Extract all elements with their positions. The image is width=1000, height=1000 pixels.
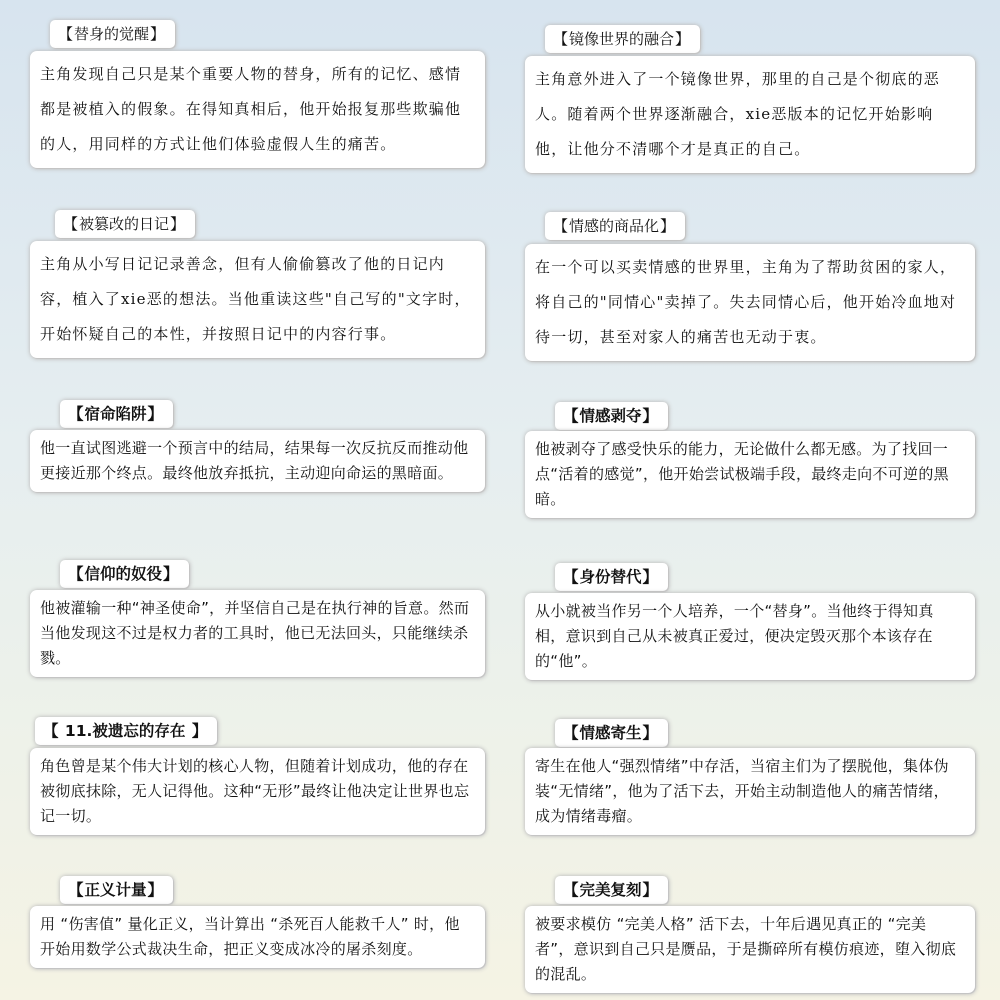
card-title: 【 身份替代 】 <box>555 563 668 591</box>
card-text: 主角从小写日记记录善念，但有人偷偷篡改了他的日记内容，植入了xie恶的想法。当他重读这些"自己写的"文字时，开始怀疑自己的本性，并按照日记中的内容行事。 <box>30 241 485 358</box>
card-title: 【 镜像世界的融合 】 <box>545 25 700 53</box>
card-text: 寄生在他人“强烈情绪”中存活，当宿主们为了摆脱他，集体伪装“无情绪”，他为了活下去，开始主动制造他人的痛苦情绪，成为情绪毒瘤。 <box>525 748 975 835</box>
card-text: 他一直试图逃避一个预言中的结局，结果每一次反抗反而推动他更接近那个终点。最终他放弃抵抗，主动迎向命运的黑暗面。 <box>30 430 485 492</box>
card-title: 【 完美复刻 】 <box>555 876 668 904</box>
card-text: 他被剥夺了感受快乐的能力，无论做什么都无感。为了找回一点“活着的感觉”，他开始尝试极端手段，最终走向不可逆的黑暗。 <box>525 431 975 518</box>
card-title: 【 宿命陷阱 】 <box>60 400 173 428</box>
card-text: 角色曾是某个伟大计划的核心人物，但随着计划成功，他的存在被彻底抹除，无人记得他。这种“无形”最终让他决定让世界也忘记一切。 <box>30 748 485 835</box>
card-text: 用 “伤害值” 量化正义，当计算出 “杀死百人能救千人” 时，他开始用数学公式裁决生命，把正义变成冰冷的屠杀刻度。 <box>30 906 485 968</box>
card-title: 【 正义计量 】 <box>60 876 173 904</box>
card-text: 主角发现自己只是某个重要人物的替身，所有的记忆、感情都是被植入的假象。在得知真相后，他开始报复那些欺骗他的人，用同样的方式让他们体验虚假人生的痛苦。 <box>30 51 485 168</box>
card-title: 【 情感的商品化 】 <box>545 212 685 240</box>
card-title: 【 替身的觉醒 】 <box>50 20 175 48</box>
card-title: 被遗忘的存在 <box>92 722 186 740</box>
card-title: 【 情感剥夺 】 <box>555 402 668 430</box>
card-text: 主角意外进入了一个镜像世界，那里的自己是个彻底的恶人。随着两个世界逐渐融合，xie恶版本的记忆开始影响他，让他分不清哪个才是真正的自己。 <box>525 56 975 173</box>
card-number: 11. <box>64 722 93 740</box>
card-title: 【 被篡改的日记 】 <box>55 210 195 238</box>
card-title-with-number <box>35 717 217 745</box>
card-text: 从小就被当作另一个人培养，一个“替身”。当他终于得知真相，意识到自己从未被真正爱过，便决定毁灭那个本该存在的“他”。 <box>525 593 975 680</box>
card-text: 在一个可以买卖情感的世界里，主角为了帮助贫困的家人，将自己的"同情心"卖掉了。失去同情心后，他开始冷血地对待一切，甚至对家人的痛苦也无动于衷。 <box>525 244 975 361</box>
card-title: 【 信仰的奴役 】 <box>60 560 189 588</box>
card-text: 被要求模仿 “完美人格” 活下去，十年后遇见真正的 “完美者”，意识到自己只是赝品，于是撕碎所有模仿痕迹，堕入彻底的混乱。 <box>525 906 975 993</box>
card-text: 他被灌输一种“神圣使命”，并坚信自己是在执行神的旨意。然而当他发现这不过是权力者的工具时，他已无法回头，只能继续杀戮。 <box>30 590 485 677</box>
card-title: 【 情感寄生 】 <box>555 719 668 747</box>
